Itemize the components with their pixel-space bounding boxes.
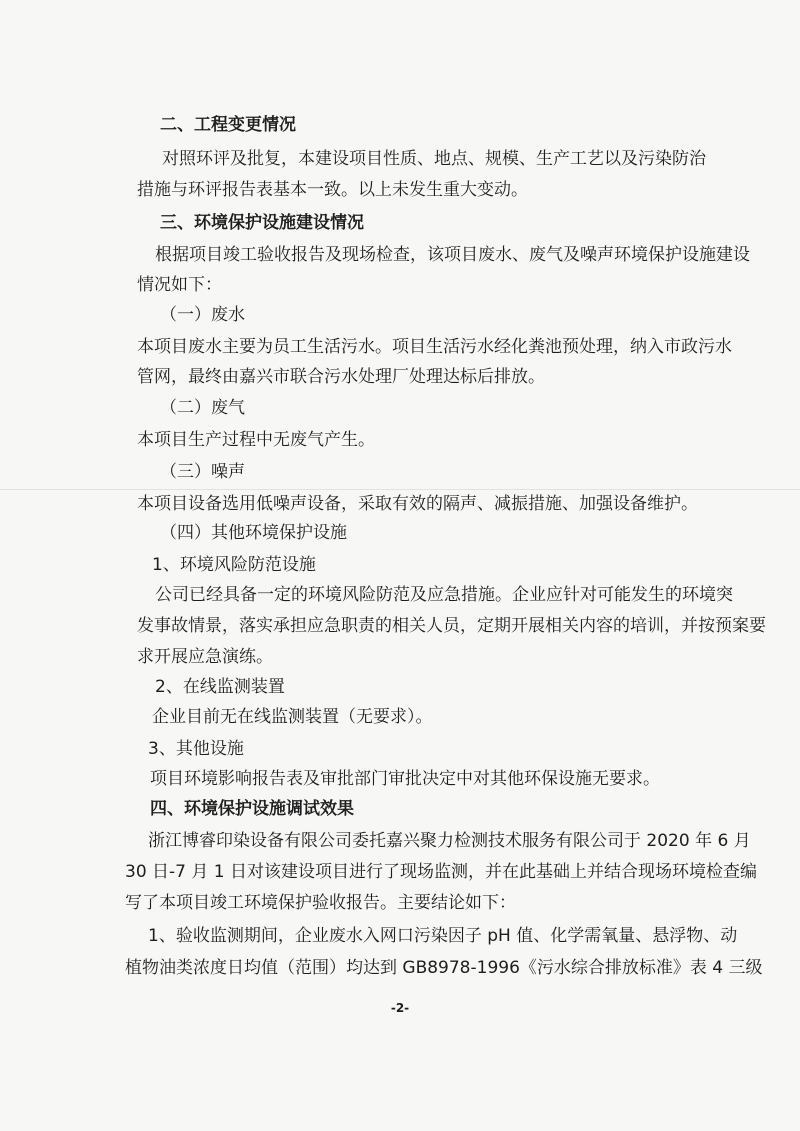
paragraph-line: 管网，最终由嘉兴市联合污水处理厂处理达标后排放。 — [137, 367, 545, 387]
paragraph-line: 对照环评及批复，本建设项目性质、地点、规模、生产工艺以及污染防治 — [162, 149, 706, 169]
heading-commissioning-effect: 四、环境保护设施调试效果 — [150, 799, 354, 819]
subheading-online-monitoring: 2、在线监测装置 — [155, 677, 285, 697]
paragraph-line: 求开展应急演练。 — [137, 647, 273, 667]
subheading-other-facilities: （四）其他环境保护设施 — [160, 523, 347, 543]
paragraph-line: 本项目生产过程中无废气产生。 — [137, 430, 375, 450]
heading-env-facilities: 三、环境保护设施建设情况 — [160, 213, 364, 233]
paragraph-line: 企业目前无在线监测装置（无要求）。 — [152, 707, 433, 727]
paragraph-line: 公司已经具备一定的环境风险防范及应急措施。企业应针对可能发生的环境突 — [155, 585, 733, 605]
paragraph-line: 根据项目竣工验收报告及现场检查，该项目废水、废气及噪声环境保护设施建设 — [155, 245, 750, 265]
subheading-wastewater: （一）废水 — [160, 305, 245, 325]
subheading-noise: （三）噪声 — [160, 462, 245, 482]
paragraph-line: 浙江博睿印染设备有限公司委托嘉兴聚力检测技术服务有限公司于 2020 年 6 月 — [148, 831, 751, 851]
paragraph-line: 措施与环评报告表基本一致。以上未发生重大变动。 — [137, 180, 528, 200]
paragraph-line: 1、验收监测期间，企业废水入网口污染因子 pH 值、化学需氧量、悬浮物、动 — [148, 926, 738, 946]
paragraph-line: 写了本项目竣工环境保护验收报告。主要结论如下： — [125, 893, 516, 913]
paragraph-line: 本项目设备选用低噪声设备，采取有效的隔声、减振措施、加强设备维护。 — [137, 494, 698, 514]
subheading-other: 3、其他设施 — [148, 739, 244, 759]
paragraph-line: 植物油类浓度日均值（范围）均达到 GB8978-1996《污水综合排放标准》表 4 三级 — [125, 958, 763, 978]
heading-engineering-changes: 二、工程变更情况 — [160, 115, 296, 135]
subheading-exhaust: （二）废气 — [160, 398, 245, 418]
subheading-risk-prevention: 1、环境风险防范设施 — [152, 555, 316, 575]
paragraph-line: 30 日-7 月 1 日对该建设项目进行了现场监测，并在此基础上并结合现场环境检查编 — [125, 862, 758, 882]
scan-artifact-line — [0, 489, 800, 490]
page-number: -2- — [390, 1001, 410, 1015]
paragraph-line: 本项目废水主要为员工生活污水。项目生活污水经化粪池预处理，纳入市政污水 — [137, 337, 732, 357]
paragraph-line: 情况如下： — [137, 275, 222, 295]
paragraph-line: 项目环境影响报告表及审批部门审批决定中对其他环保设施无要求。 — [150, 769, 660, 789]
paragraph-line: 发事故情景，落实承担应急职责的相关人员，定期开展相关内容的培训，并按预案要 — [137, 616, 766, 636]
